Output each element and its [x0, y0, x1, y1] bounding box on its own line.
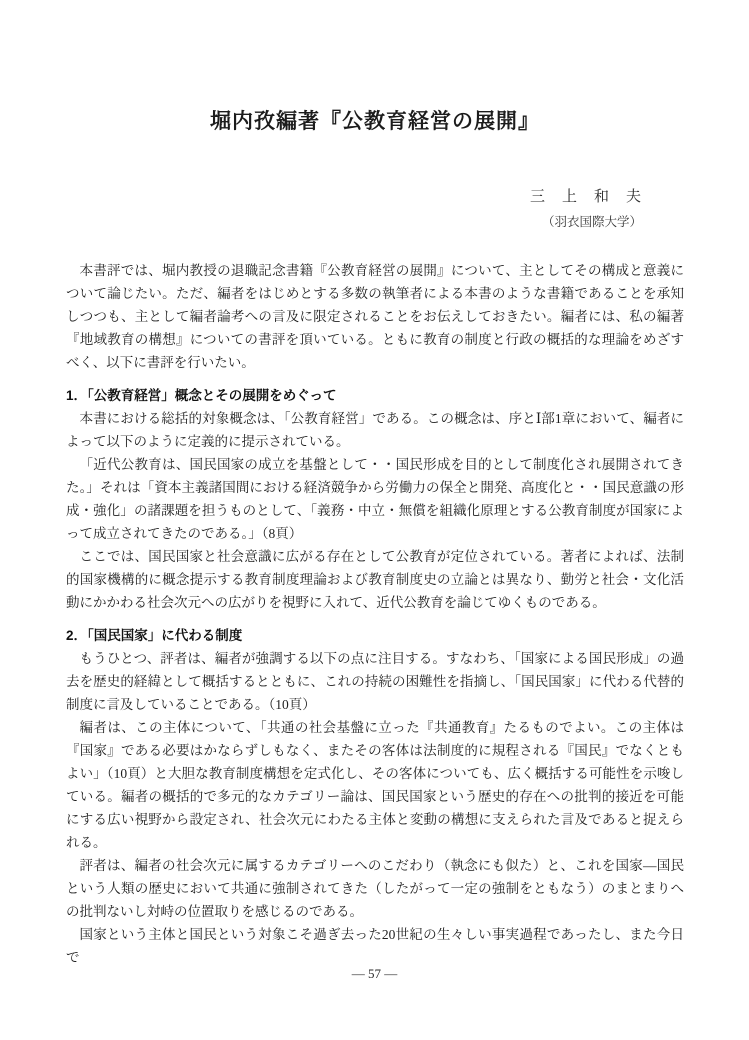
author-affiliation: （羽衣国際大学） — [541, 215, 642, 229]
section-1-paragraph: ここでは、国民国家と社会意識に広がる存在として公教育が定位されている。著者によれば、法制的国家機構的に概念提示する教育制度理論および教育制度史の立論とは異なり、勤労と社会・文化活動にかかわる社会次元への広がりを視野に入れて、近代公教育を論じてゆくものである。 — [66, 549, 684, 610]
page-title: 堀内孜編著『公教育経営の展開』 — [210, 109, 540, 133]
section-2-paragraph: もうひとつ、評者は、編者が強調する以下の点に注目する。すなわち、「国家による国民形成」の過去を歴史的経緯として概括するとともに、これの持続の困難性を指摘し、「国民国家」に代わる代替的制度に言及していることである。（10頁） — [66, 651, 684, 712]
section-1-heading: 1．「公教育経営」概念とその展開をめぐって — [66, 388, 337, 403]
author-block — [66, 186, 684, 231]
section-1-paragraph: 本書における総括的対象概念は、「公教育経営」である。この概念は、序とⅠ部1章において、編者によって以下のように定義的に提示されている。 — [66, 411, 684, 449]
section-2-paragraph: 国家という主体と国民という対象こそ過ぎ去った20世紀の生々しい事実過程であったし、また今日で — [66, 927, 684, 965]
section-2-paragraph: 評者は、編者の社会次元に属するカテゴリーへのこだわり（執念にも似た）と、これを国家―国民という人類の歴史において共通に強制されてきた（したがって一定の強制をともなう）のまとまりへの批判ないし対峙の位置取りを感じるのである。 — [66, 858, 684, 919]
author-name: 三 上 和 夫 — [529, 189, 642, 205]
document-body — [66, 259, 684, 969]
section-2-heading: 2．「国民国家」に代わる制度 — [66, 628, 243, 643]
intro-paragraph: 本書評では、堀内教授の退職記念書籍『公教育経営の展開』について、主としてその構成と意義について論じたい。ただ、編者をはじめとする多数の執筆者による本書のような書籍であることを承知しつつも、主として編者論考への言及に限定されることをお伝えしておきたい。編者には、私の編著『地域教育の構想』についての書評を頂いている。ともに教育の制度と行政の概括的な理論をめざすべく、以下に書評を行いたい。 — [66, 263, 684, 370]
page-number: ― 57 ― — [351, 966, 398, 981]
section-2-paragraph: 編者は、この主体について、「共通の社会基盤に立った『共通教育』たるものでよい。この主体は『国家』である必要はかならずしもなく、またその客体は法制度的に規程される『国民』でなくともよい」（10頁）と大胆な教育制度構想を定式化し、その客体についても、広く概括する可能性を示唆している。編者の概括的で多元的なカテゴリー論は、国民国家という歴史的存在への批判的接近を可能にする広い視野から設定され、社会次元にわたる主体と変動の構想に支えられた言及であると捉えられる。 — [66, 720, 684, 850]
section-1-quote-paragraph: 「近代公教育は、国民国家の成立を基盤として・・国民形成を目的として制度化され展開されてきた。」それは「資本主義諸国間における経済競争から労働力の保全と開発、高度化と・・国民意識の形成・強化」の諸課題を担うものとして、「義務・中立・無償を組織化原理とする公教育制度が国家によって成立されてきたのである。」（8頁） — [66, 457, 684, 541]
